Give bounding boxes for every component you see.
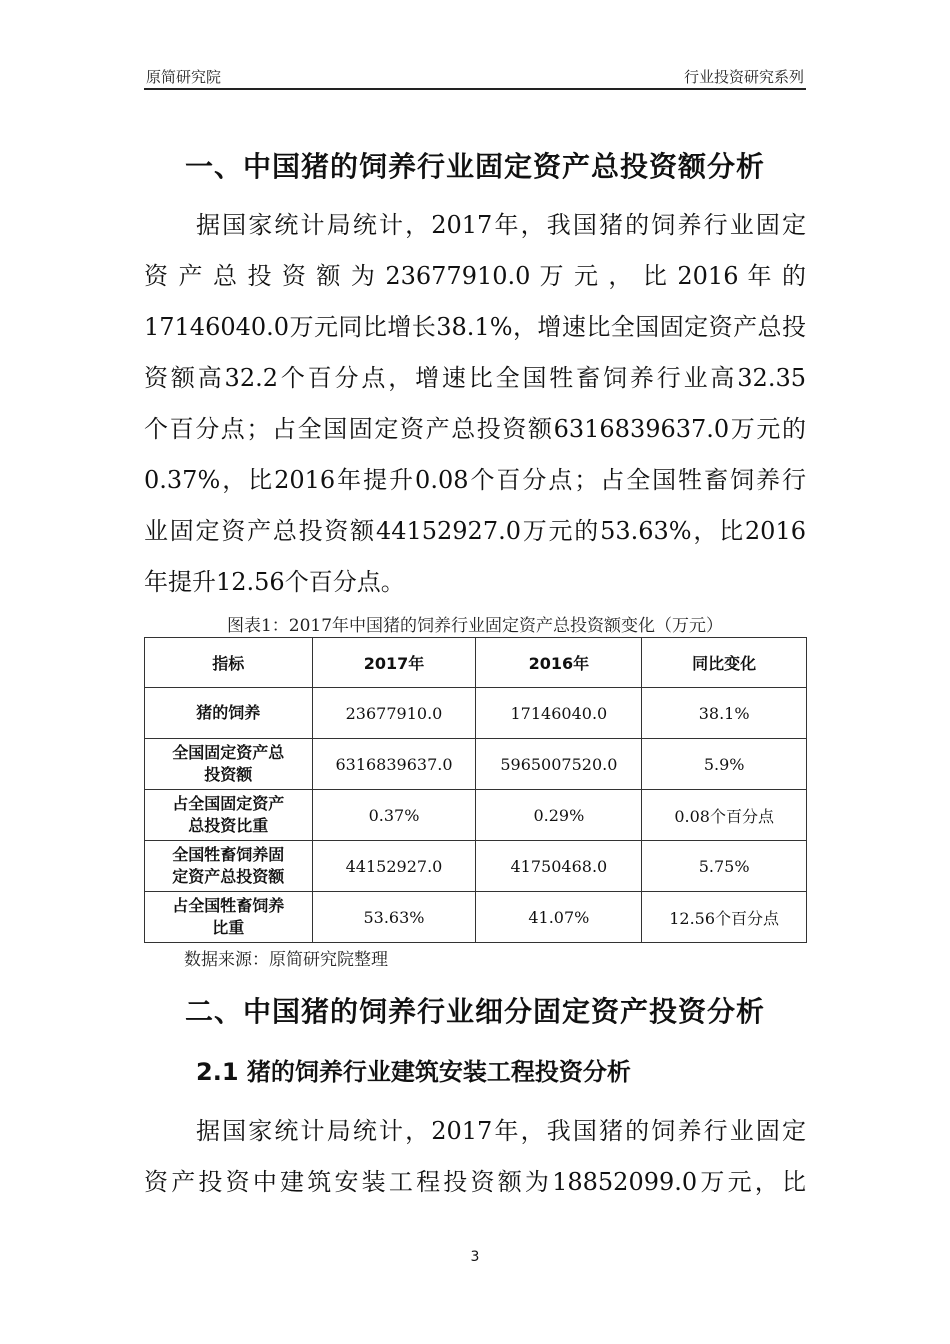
table-caption: 图表1：2017年中国猪的饲养行业固定资产总投资额变化（万元）	[226, 616, 724, 636]
paragraph-line: 17146040.0万元同比增长38.1%，增速比全国固定资产总投	[144, 313, 806, 341]
cell-change: 5.9%	[642, 739, 807, 790]
paragraph-line: 资 产 总 投 资 额 为 23677910.0 万 元 ， 比 2016 年 的	[144, 262, 806, 290]
table-header-row	[145, 638, 807, 688]
column-header: 2016年	[476, 638, 642, 688]
cell-2017: 23677910.0	[312, 688, 476, 739]
cell-2017: 0.37%	[312, 790, 476, 841]
row-label-text: 猪的饲养	[196, 703, 261, 722]
paragraph-line: 资产投资中建筑安装工程投资额为18852099.0万元，比	[144, 1168, 806, 1196]
header-divider	[144, 88, 806, 90]
cell-2017: 53.63%	[312, 892, 476, 943]
row-label-text: 占全国固定资产	[172, 794, 285, 813]
table-row	[145, 790, 807, 841]
row-label	[145, 841, 313, 892]
paragraph-line: 据国家统计局统计，2017年，我国猪的饲养行业固定	[196, 1117, 806, 1145]
row-label-text: 占全国牲畜饲养	[172, 896, 285, 915]
section2-title: 二、中国猪的饲养行业细分固定资产投资分析	[184, 995, 765, 1028]
column-header: 2017年	[312, 638, 476, 688]
table-row	[145, 739, 807, 790]
row-label-text: 总投资比重	[188, 816, 269, 835]
table-row	[145, 688, 807, 739]
row-label	[145, 688, 313, 739]
column-header: 指标	[145, 638, 313, 688]
row-label-text: 比重	[212, 918, 245, 937]
page-number: 3	[470, 1249, 480, 1265]
cell-2016: 17146040.0	[476, 688, 642, 739]
cell-change: 5.75%	[642, 841, 807, 892]
cell-2016: 41.07%	[476, 892, 642, 943]
investment-table	[144, 637, 807, 943]
column-header: 同比变化	[642, 638, 807, 688]
paragraph-line: 资额高32.2个百分点，增速比全国牲畜饲养行业高32.35	[144, 364, 806, 392]
paragraph-line: 年提升12.56个百分点。	[144, 568, 405, 596]
row-label-text: 投资额	[204, 765, 253, 784]
row-label	[145, 892, 313, 943]
table-row	[145, 892, 807, 943]
paragraph-line: 个百分点；占全国固定资产总投资额6316839637.0万元的	[144, 415, 806, 443]
section2-subtitle: 2.1 猪的饲养行业建筑安装工程投资分析	[196, 1058, 631, 1086]
section2-paragraph	[144, 1106, 806, 1208]
header-right-series: 行业投资研究系列	[683, 68, 804, 86]
row-label	[145, 739, 313, 790]
section1-paragraph	[144, 200, 806, 608]
cell-change: 0.08个百分点	[642, 790, 807, 841]
cell-2016: 41750468.0	[476, 841, 642, 892]
row-label-text: 全国固定资产总	[172, 743, 285, 762]
paragraph-line: 业固定资产总投资额44152927.0万元的53.63%，比2016	[144, 517, 806, 545]
row-label-text: 定资产总投资额	[172, 867, 285, 886]
paragraph-line: 0.37%，比2016年提升0.08个百分点；占全国牲畜饲养行	[144, 466, 806, 494]
table-row	[145, 841, 807, 892]
row-label-text: 全国牲畜饲养固	[172, 845, 285, 864]
cell-change: 38.1%	[642, 688, 807, 739]
cell-2017: 44152927.0	[312, 841, 476, 892]
section1-title: 一、中国猪的饲养行业固定资产总投资额分析	[184, 150, 765, 183]
cell-change: 12.56个百分点	[642, 892, 807, 943]
cell-2017: 6316839637.0	[312, 739, 476, 790]
header-left-org: 原简研究院	[146, 68, 222, 86]
table-source-note: 数据来源：原简研究院整理	[184, 950, 388, 970]
cell-2016: 5965007520.0	[476, 739, 642, 790]
row-label	[145, 790, 313, 841]
cell-2016: 0.29%	[476, 790, 642, 841]
paragraph-line: 据国家统计局统计，2017年，我国猪的饲养行业固定	[196, 211, 806, 239]
